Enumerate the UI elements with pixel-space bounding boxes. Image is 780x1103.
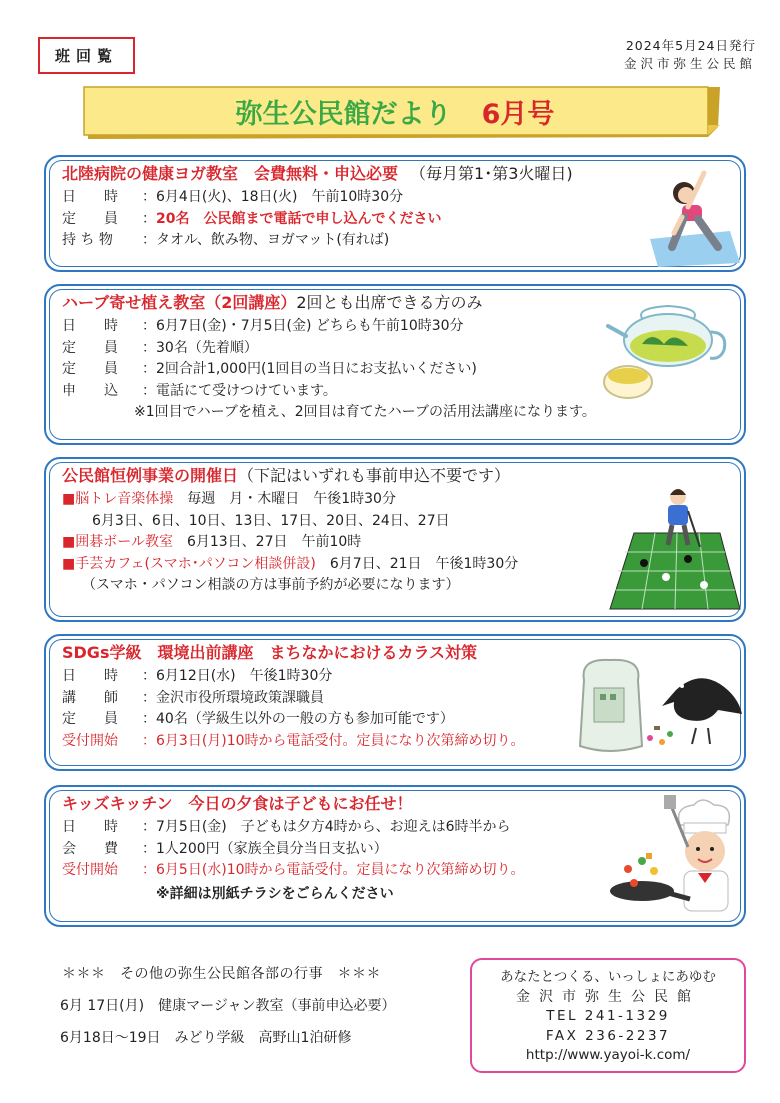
publisher: 金沢市弥生公民館 <box>623 56 756 71</box>
event-time: 6月7日、21日 午後1時30分 <box>315 555 519 572</box>
label: 持 ち 物 <box>62 232 113 248</box>
kids-reception-row: 受付開始 ： 6月5日(水)10時から電話受付。定員になり次第締め切り。 <box>62 860 744 882</box>
label: 定 員 <box>62 711 118 727</box>
event-time: 6月13日、27日 午前10時 <box>172 534 362 550</box>
newsletter-issue: 6月号 <box>481 98 555 130</box>
event-time: 毎週 月・木曜日 午後1時30分 <box>173 491 396 507</box>
herb-section <box>44 284 746 445</box>
banner-text <box>82 85 708 137</box>
ground-golf-illustration <box>608 473 742 613</box>
sdgs-date: 6月12日(水) 午後1時30分 <box>156 668 333 684</box>
kids-fee-row: 会 費 ： 1人200円（家族全員分当日支払い） <box>62 839 744 861</box>
contact-name: 金沢市弥生公民館 <box>516 988 700 1005</box>
kids-date: 7月5日(金) 子どもは夕方4時から、お迎えは6時半から <box>156 819 511 835</box>
yoga-date-row: 日 時 ： 6月4日(火)、18日(火) 午前10時30分 <box>62 187 744 209</box>
other-event-item: 6月18日～19日 みどり学級 高野山1泊研修 <box>60 1030 352 1046</box>
herb-title-main: ハーブ寄せ植え教室（2回講座） <box>62 293 297 312</box>
yoga-section <box>44 155 746 272</box>
sdgs-title-main: SDGs学級 環境出前講座 まちなかにおけるカラス対策 <box>62 643 477 662</box>
contact-fax: FAX 236-2237 <box>545 1027 671 1044</box>
label: 申 込 <box>62 382 118 399</box>
yoga-title-main: 北陸病院の健康ヨガ教室 会費無料・申込必要 <box>62 164 399 183</box>
other-events <box>60 958 396 1054</box>
yoga-title-sub: （毎月第1･第3火曜日) <box>410 164 573 183</box>
herb-fee-row: 定 員 ： 2回合計1,000円(1回目の当日にお支払いください) <box>62 359 744 381</box>
sdgs-capacity-row: 定 員 ： 40名（学級生以外の一般の方も参加可能です） <box>62 709 744 731</box>
sdgs-reception-row: 受付開始 ： 6月3日(月)10時から電話受付。定員になり次第締め切り。 <box>62 731 744 753</box>
label: 定 員 <box>62 339 118 356</box>
contact-url[interactable]: http://www.yayoi-k.com/ <box>525 1047 691 1063</box>
yoga-capacity-row: 定 員 ： 20名 公民館まで電話で申し込んでください <box>62 209 744 231</box>
kids-reception: 6月5日(水)10時から電話受付。定員になり次第締め切り。 <box>156 862 525 878</box>
herb-fee: 2回合計1,000円(1回目の当日にお支払いください) <box>156 361 477 377</box>
contact-box <box>470 958 746 1073</box>
newsletter-title: 弥生公民館だより <box>235 98 452 130</box>
event-craft-cafe-note: （スマホ・パソコン相談の方は事前予約が必要になります） <box>82 577 460 593</box>
event-name: ■手芸カフェ(スマホ･パソコン相談併設) <box>62 555 316 572</box>
herb-date: 6月7日(金)・7月5日(金) どちらも午前10時30分 <box>156 318 464 334</box>
herb-apply: 電話にて受けつけています。 <box>156 382 337 399</box>
kids-fee: 1人200円（家族全員分当日支払い） <box>156 840 388 857</box>
label: 日 時 <box>62 668 118 684</box>
contact-tel: TEL 241-1329 <box>546 1008 670 1024</box>
regular-title-sub: （下記はいずれも事前申込不要です） <box>238 466 511 485</box>
chef-child-illustration <box>606 795 744 921</box>
herb-note: ※1回目でハーブを植え、2回目は育てたハーブの活用法講座になります。 <box>134 404 596 420</box>
newsletter-banner <box>82 85 722 141</box>
event-brain-exercise-dates: 6月3日、6日、10日、13日、17日、20日、24日、27日 <box>92 512 450 529</box>
label: 定 員 <box>62 361 118 377</box>
kids-title-main: キッズキッチン 今日の夕食は子どもにお任せ！ <box>62 794 413 813</box>
sdgs-reception: 6月3日(月)10時から電話受付。定員になり次第締め切り。 <box>156 732 525 749</box>
sdgs-lecturer-row: 講 師 ： 金沢市役所環境政策課職員 <box>62 688 744 710</box>
regular-title-main: 公民館恒例事業の開催日 <box>62 466 239 485</box>
herb-title-sub: 2回とも出席できる方のみ <box>296 293 483 312</box>
herb-capacity-row: 定 員 ： 30名（先着順） <box>62 338 744 360</box>
circulation-badge: 班回覧 <box>38 37 135 74</box>
sdgs-date-row: 日 時 ： 6月12日(水) 午後1時30分 <box>62 666 744 688</box>
label: 受付開始 <box>62 732 118 749</box>
label: 日 時 <box>62 318 118 334</box>
yoga-items: タオル、飲み物、ヨガマット(有れば) <box>156 232 390 248</box>
other-events-heading: ＊＊＊ その他の弥生公民館各部の行事 ＊＊＊ <box>62 966 381 982</box>
herb-apply-row: 申 込 ： 電話にて受けつけています。 <box>62 381 744 403</box>
event-name: ■脳トレ音楽体操 <box>62 491 174 507</box>
sdgs-capacity: 40名（学級生以外の一般の方も参加可能です） <box>156 711 454 727</box>
kids-note: ※詳細は別紙チラシをごらんください <box>156 885 394 902</box>
issue-info <box>624 37 756 73</box>
regular-events-section <box>44 457 746 622</box>
yoga-woman-illustration <box>642 167 742 267</box>
herb-tea-illustration <box>602 292 734 404</box>
kids-date-row: 日 時 ： 7月5日(金) 子どもは夕方4時から、お迎えは6時半から <box>62 817 744 839</box>
contact-slogan: あなたとつくる、いっしょにあゆむ <box>500 969 716 985</box>
other-event-item: 6月 17日(月) 健康マージャン教室（事前申込必要） <box>60 998 396 1014</box>
label: 日 時 <box>62 819 118 835</box>
yoga-capacity: 20名 公民館まで電話で申し込んでください <box>156 210 442 227</box>
sdgs-lecturer: 金沢市役所環境政策課職員 <box>156 689 324 706</box>
label: 会 費 <box>62 840 118 857</box>
label: 定 員 <box>62 210 118 227</box>
herb-date-row: 日 時 ： 6月7日(金)・7月5日(金) どちらも午前10時30分 <box>62 316 744 338</box>
yoga-date: 6月4日(火)、18日(火) 午前10時30分 <box>156 189 404 205</box>
sdgs-section <box>44 634 746 771</box>
label: 受付開始 <box>62 862 118 878</box>
yoga-items-row: 持 ち 物 ： タオル、飲み物、ヨガマット(有れば) <box>62 230 744 252</box>
label: 講 師 <box>62 689 118 706</box>
issue-date: 2024年5月24日発行 <box>625 38 756 53</box>
kids-kitchen-section <box>44 785 746 927</box>
herb-capacity: 30名（先着順） <box>156 339 258 356</box>
label: 日 時 <box>62 189 118 205</box>
event-name: ■囲碁ボール教室 <box>62 534 173 550</box>
crow-garbage-illustration <box>570 650 742 760</box>
